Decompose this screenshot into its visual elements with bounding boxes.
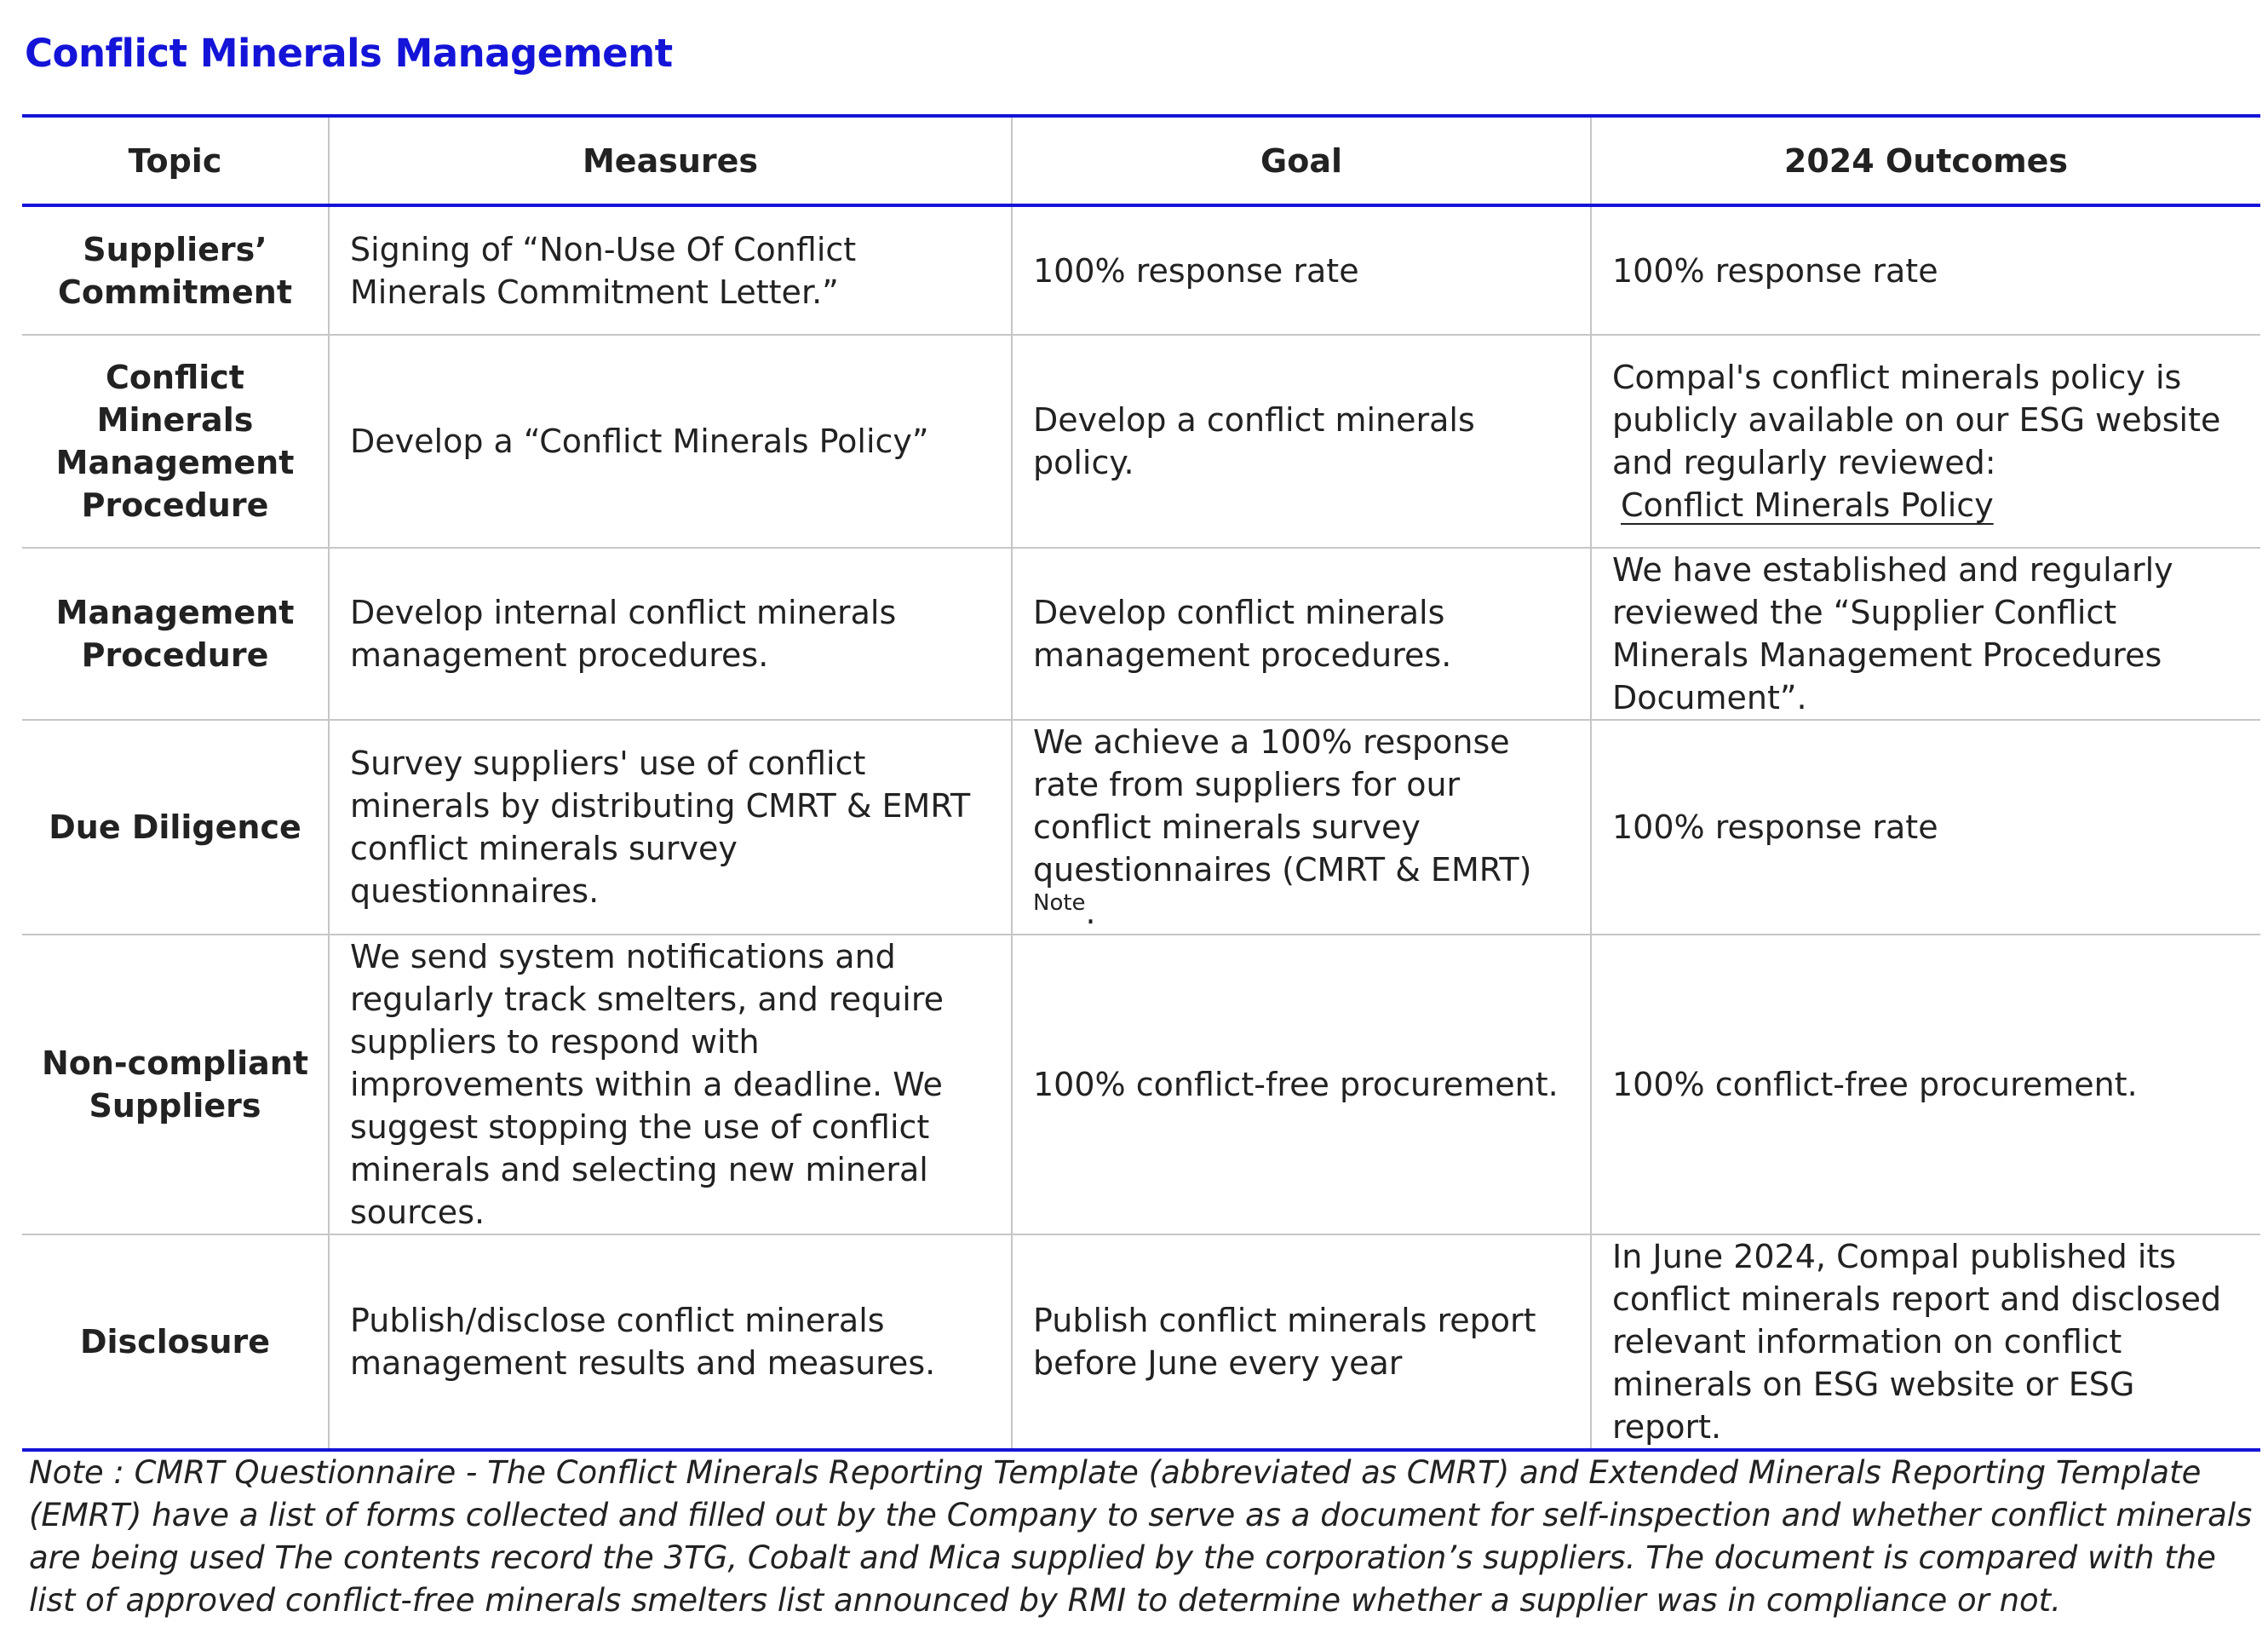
table-header-row: [22, 116, 2260, 205]
conflict-minerals-table: [22, 114, 2260, 1452]
row-outcome: In June 2024, Compal published its conflict minerals report and disclosed relevant information on conflict minerals on ESG website or ESG report.: [1591, 1234, 2260, 1450]
conflict-minerals-policy-link[interactable]: Conflict Minerals Policy: [1621, 486, 1994, 524]
header-outcomes: 2024 Outcomes: [1591, 116, 2260, 205]
row-topic: Disclosure: [22, 1234, 329, 1450]
table-row: [22, 548, 2260, 720]
row-outcome: [1591, 335, 2260, 548]
row-goal: [1012, 720, 1591, 935]
table-row: [22, 935, 2260, 1234]
goal-text: We achieve a 100% response rate from suppliers for our conflict minerals survey questionnaires (CMRT & EMRT): [1033, 723, 1532, 889]
row-measures: We send system notifications and regularly track smelters, and require suppliers to respond with improvements within a deadline. We suggest stopping the use of conflict minerals and selecting new mineral sources.: [329, 935, 1012, 1234]
row-outcome: We have established and regularly reviewed the “Supplier Conflict Minerals Management Procedures Document”.: [1591, 548, 2260, 720]
outcome-text: Compal's conflict minerals policy is publicly available on our ESG website and regularly reviewed:: [1612, 359, 2221, 481]
row-goal: 100% conflict-free procurement.: [1012, 935, 1591, 1234]
goal-end: .: [1085, 894, 1096, 931]
page-title: Conflict Minerals Management: [25, 31, 673, 76]
header-measures: Measures: [329, 116, 1012, 205]
table-row: [22, 1234, 2260, 1450]
row-measures: Survey suppliers' use of conflict minerals by distributing CMRT & EMRT conflict minerals survey questionnaires.: [329, 720, 1012, 935]
row-topic: Due Diligence: [22, 720, 329, 935]
row-topic: Non-compliant Suppliers: [22, 935, 329, 1234]
row-measures: Publish/disclose conflict minerals management results and measures.: [329, 1234, 1012, 1450]
row-outcome: 100% response rate: [1591, 720, 2260, 935]
footnote: Note : CMRT Questionnaire - The Conflict Minerals Reporting Template (abbreviated as CMRT) and Extended Minerals Reporting Template (EMRT) have a list of forms collected and filled out by the Company to serve as a document for self-inspection and whether conflict minerals are being used The contents record the 3TG, Cobalt and Mica supplied by the corporation’s suppliers. The document is compared with the list of approved conflict-free minerals smelters list announced by RMI to determine whether a supplier was in compliance or not.: [29, 1454, 2253, 1619]
row-outcome: 100% conflict-free procurement.: [1591, 935, 2260, 1234]
row-topic: Management Procedure: [22, 548, 329, 720]
row-outcome: 100% response rate: [1591, 205, 2260, 335]
row-goal: 100% response rate: [1012, 205, 1591, 335]
table-row: [22, 720, 2260, 935]
row-goal: Develop conflict minerals management procedures.: [1012, 548, 1591, 720]
row-topic: Suppliers’ Commitment: [22, 205, 329, 335]
row-measures: Signing of “Non-Use Of Conflict Minerals Commitment Letter.”: [329, 205, 1012, 335]
row-goal: Develop a conflict minerals policy.: [1012, 335, 1591, 548]
table-row: [22, 205, 2260, 335]
row-goal: Publish conflict minerals report before June every year: [1012, 1234, 1591, 1450]
table-row: [22, 335, 2260, 548]
row-measures: Develop a “Conflict Minerals Policy”: [329, 335, 1012, 548]
row-topic: Conflict Minerals Management Procedure: [22, 335, 329, 548]
header-goal: Goal: [1012, 116, 1591, 205]
note-reference: Note: [1033, 890, 1086, 916]
row-measures: Develop internal conflict minerals management procedures.: [329, 548, 1012, 720]
header-topic: Topic: [22, 116, 329, 205]
